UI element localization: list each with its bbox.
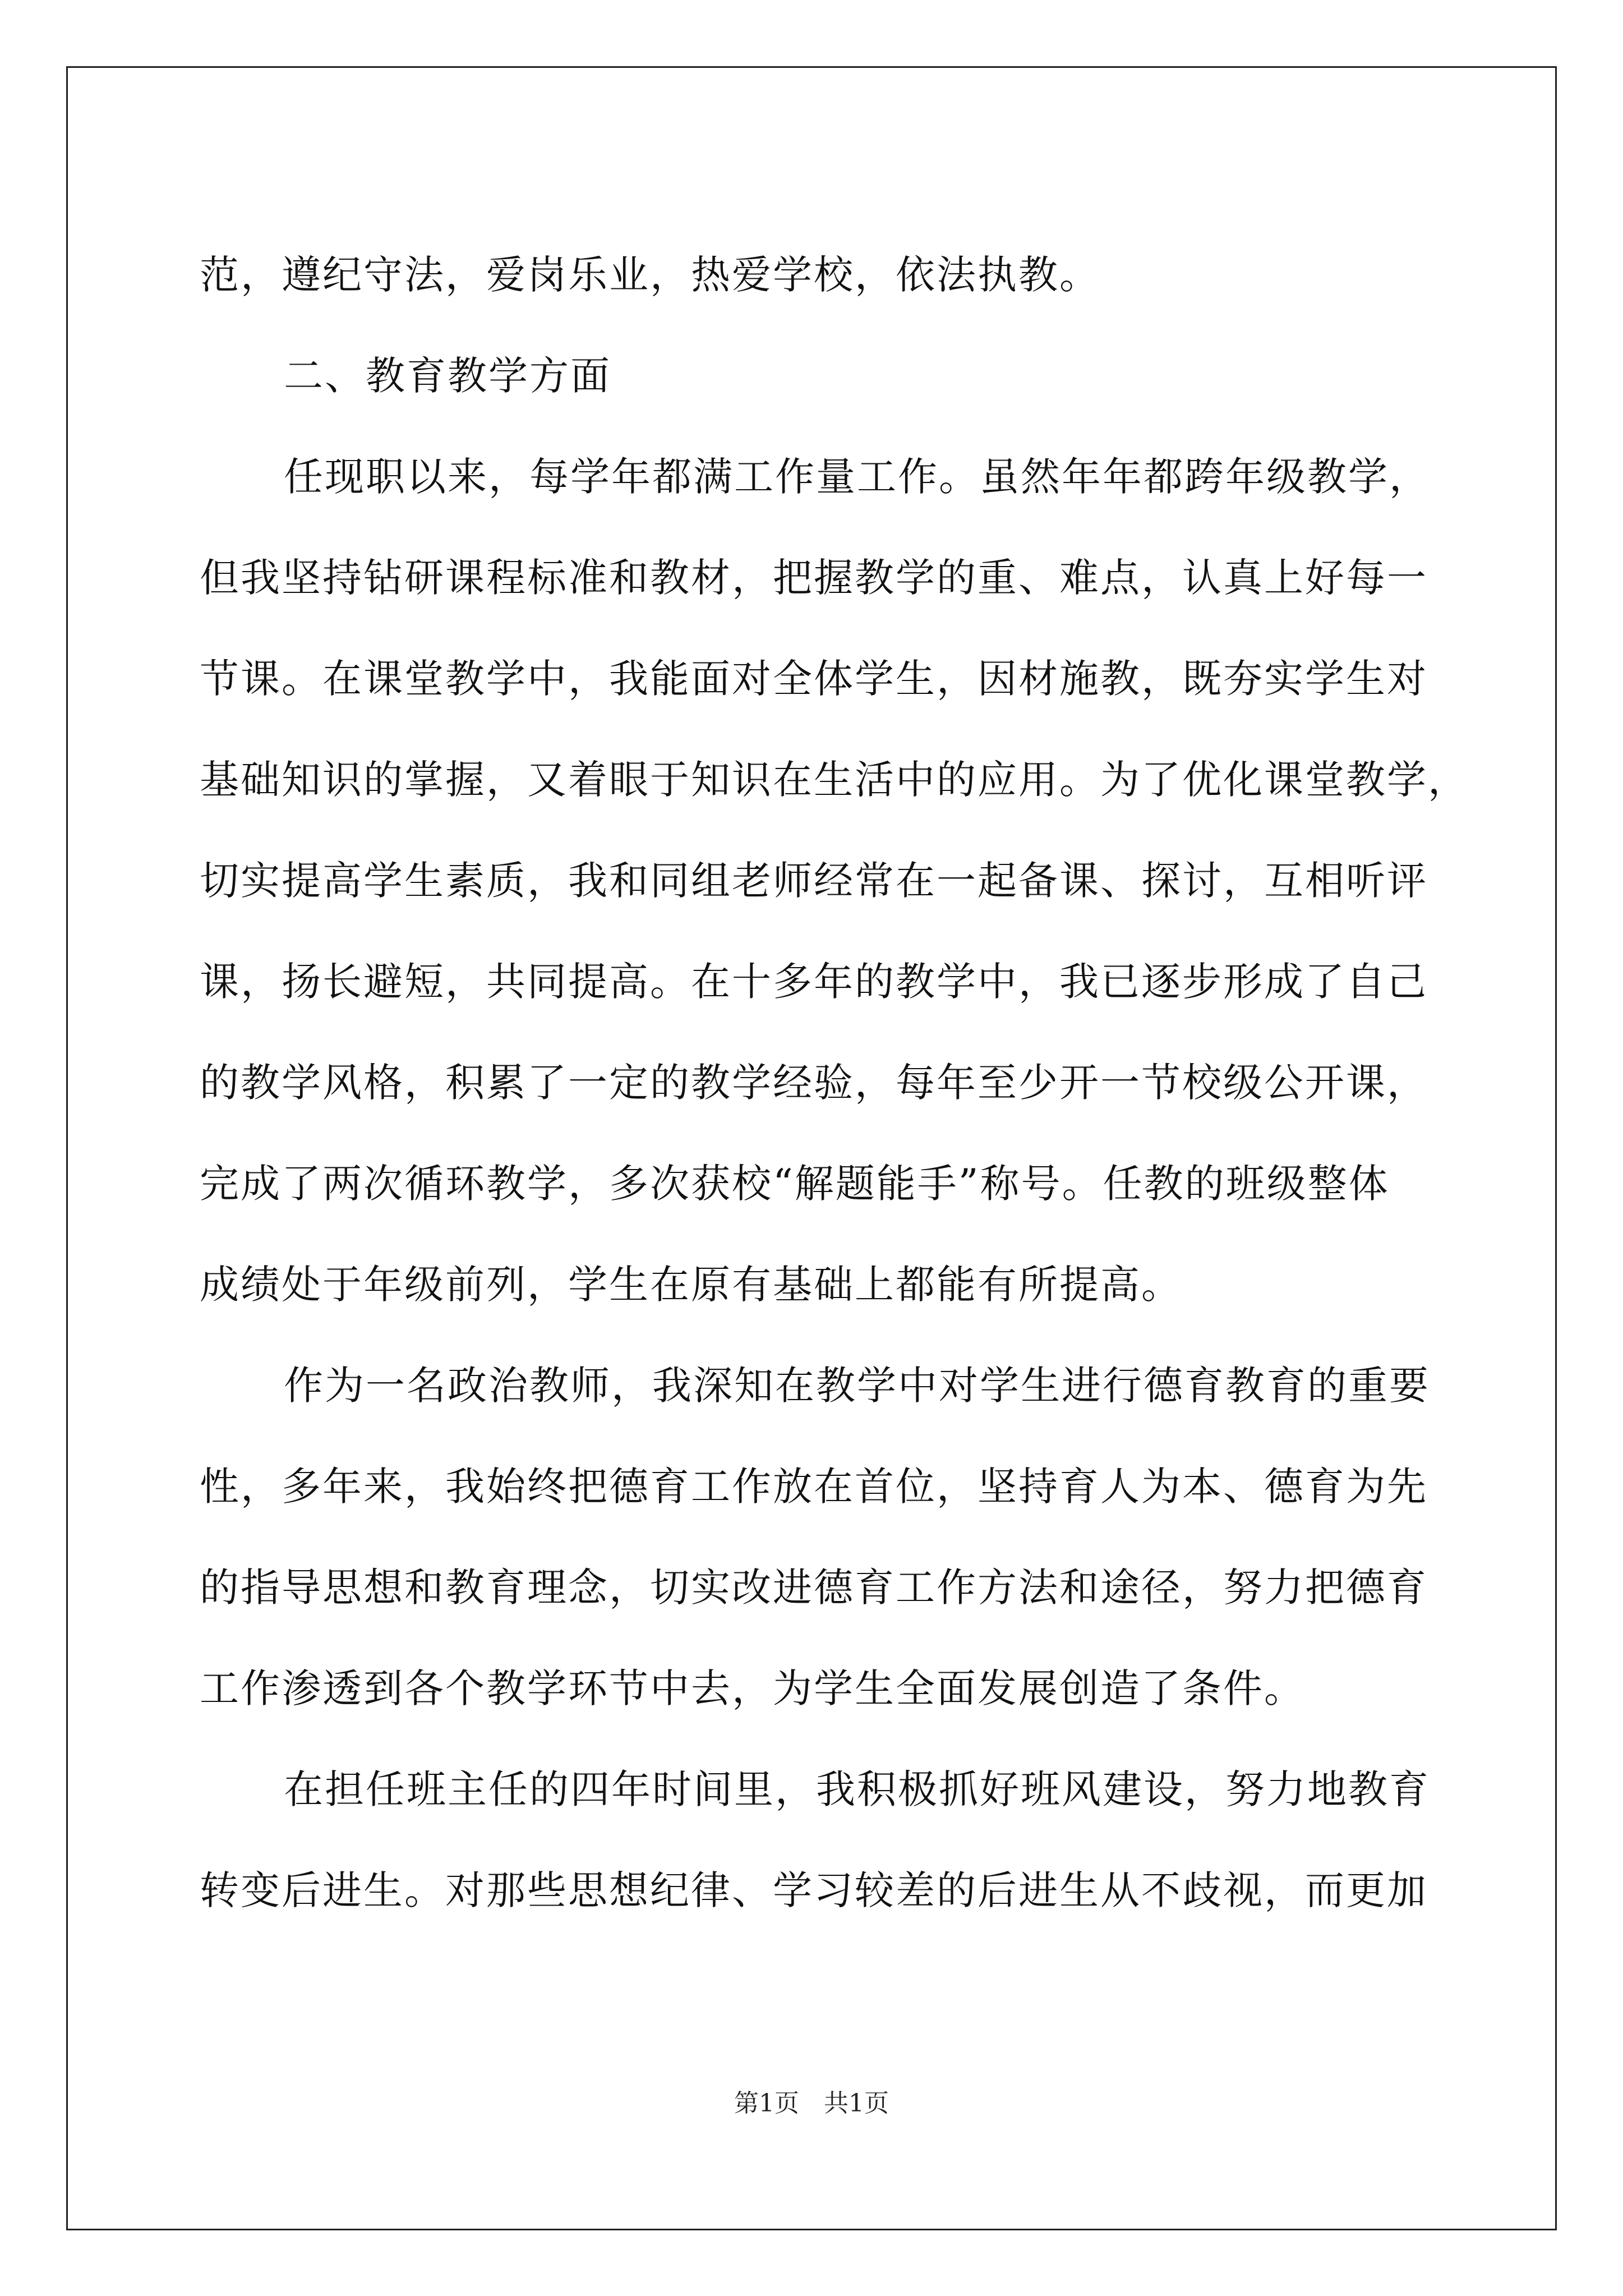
text-line: 的指导思想和教育理念，切实改进德育工作方法和途径，努力把德育 <box>200 1565 1428 1611</box>
document-body <box>200 224 1469 1941</box>
text-line: 范，遵纪守法，爱岗乐业，热爱学校，依法执教。 <box>200 252 1100 298</box>
text-line: 性，多年来，我始终把德育工作放在首位，坚持育人为本、德育为先 <box>200 1464 1428 1510</box>
text-line: 工作渗透到各个教学环节中去，为学生全面发展创造了条件。 <box>200 1665 1305 1711</box>
text-line: 在担任班主任的四年时间里，我积极抓好班风建设，努力地教育 <box>284 1766 1430 1812</box>
text-line: 的教学风格，积累了一定的教学经验，每年至少开一节校级公开课， <box>200 1060 1428 1106</box>
text-line: 作为一名政治教师，我深知在教学中对学生进行德育教育的重要 <box>284 1363 1430 1409</box>
text-line: 课，扬长避短，共同提高。在十多年的教学中，我已逐步形成了自己 <box>200 959 1428 1005</box>
text-line: 成绩处于年级前列，学生在原有基础上都能有所提高。 <box>200 1262 1182 1308</box>
text-line: 任现职以来，每学年都满工作量工作。虽然年年都跨年级教学， <box>284 454 1430 500</box>
text-line: 基础知识的掌握，又着眼于知识在生活中的应用。为了优化课堂教学， <box>200 757 1469 803</box>
text-line: 切实提高学生素质，我和同组老师经常在一起备课、探讨，互相听评 <box>200 858 1428 904</box>
page-number-footer: 第1页 共1页 <box>734 2089 889 2118</box>
text-line: 完成了两次循环教学，多次获校“解题能手”称号。任教的班级整体 <box>200 1161 1390 1207</box>
text-line: 节课。在课堂教学中，我能面对全体学生，因材施教，既夯实学生对 <box>200 656 1428 702</box>
text-line: 转变后进生。对那些思想纪律、学习较差的后进生从不歧视，而更加 <box>200 1867 1428 1913</box>
text-line: 但我坚持钻研课程标准和教材，把握教学的重、难点，认真上好每一 <box>200 555 1428 601</box>
section-heading: 二、教育教学方面 <box>284 353 611 399</box>
